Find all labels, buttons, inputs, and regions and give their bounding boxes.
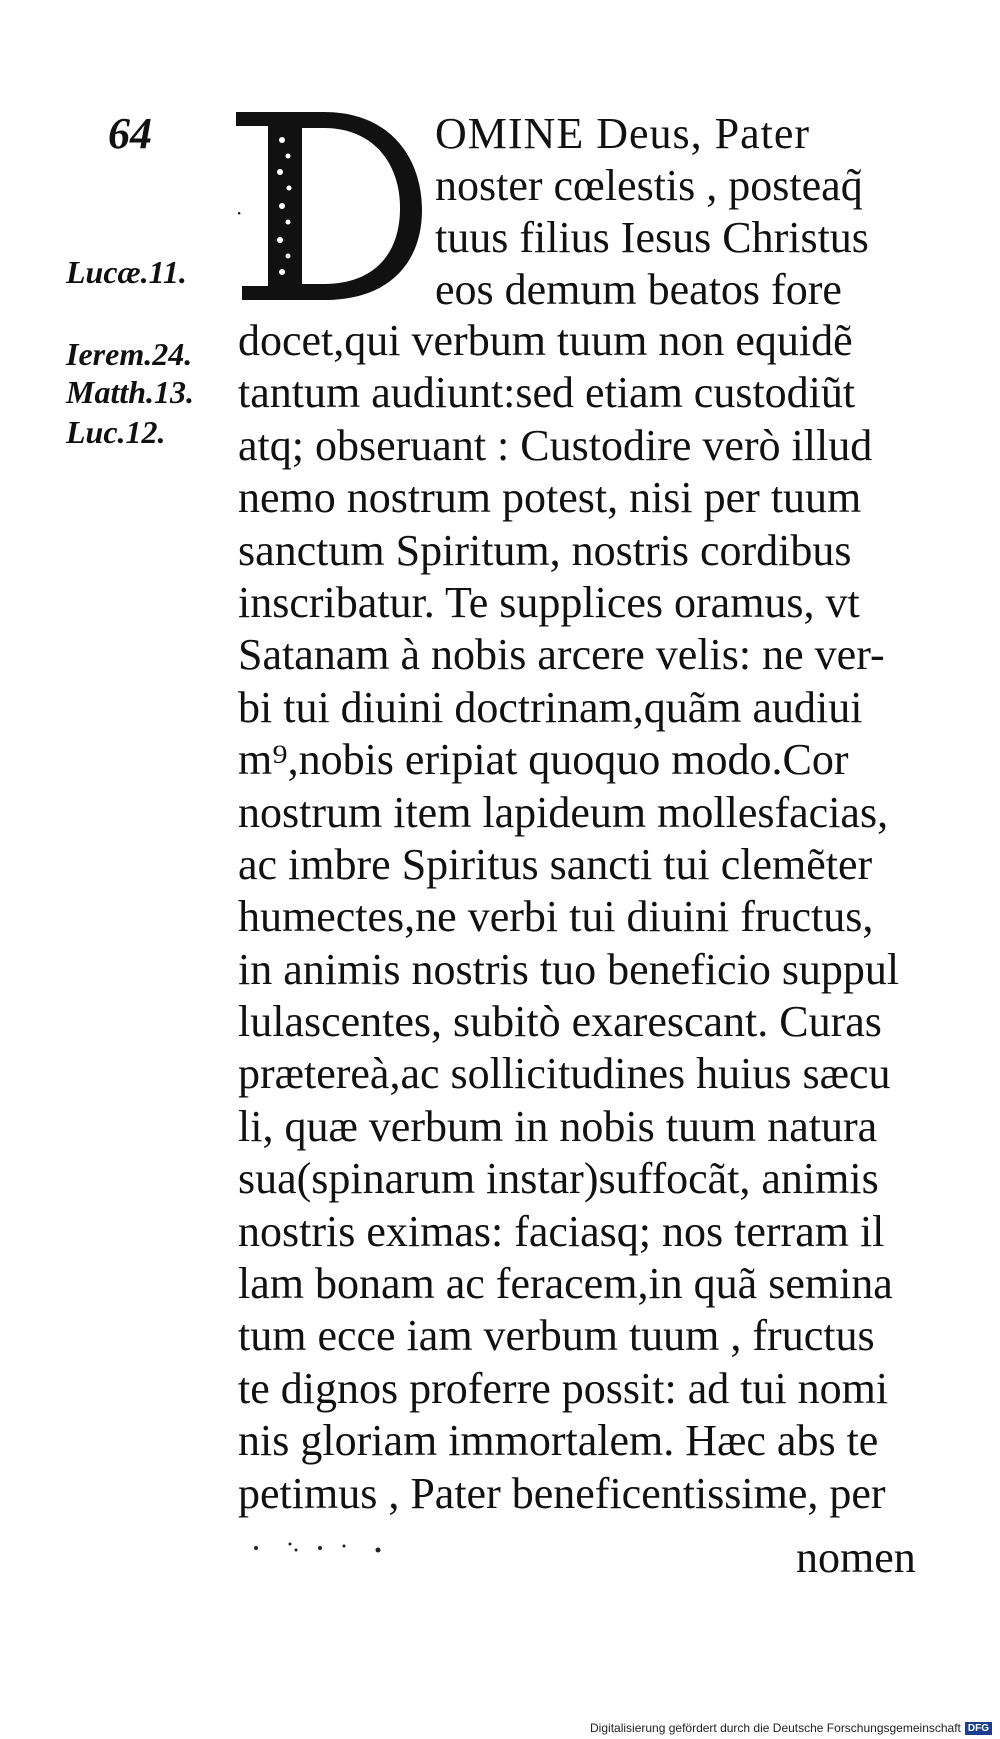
opening-lines	[435, 108, 930, 316]
text-line: m⁹,nobis eripiat quoquo modo.Cor	[238, 735, 849, 785]
margin-note-luke-11: Lucæ.11.	[66, 254, 187, 290]
text-line: docet,qui verbum tuum non equidẽ	[238, 316, 853, 365]
text-line: te dignos proferre possit: ad tui nomi	[238, 1363, 889, 1413]
text-line: nostrum item lapideum mollesfacias,	[238, 787, 889, 837]
text-line: inscribatur. Te supplices oramus, vt	[238, 577, 860, 627]
margin-note-luke-12: Luc.12.	[66, 414, 166, 450]
text-line: nemo nostrum potest, nisi per tuum	[238, 473, 862, 523]
text-line: lulascentes, subitò exarescant. Curas	[238, 997, 882, 1047]
text-line: Satanam à nobis arcere velis: ne ver-	[238, 630, 885, 680]
opening-line: tuus filius Iesus Christus	[435, 213, 869, 262]
initial-letter-graphic	[232, 110, 424, 302]
text-line: sua(spinarum instar)suffocãt, animis	[238, 1154, 879, 1204]
prayer-text	[238, 315, 938, 1520]
text-line: atq; obseruant : Custodire verò illud	[238, 420, 873, 470]
text-line: lam bonam ac feracem,in quã semina	[238, 1259, 893, 1309]
text-line: nostris eximas: faciasq; nos terram il	[238, 1206, 885, 1256]
digitization-footer	[590, 1721, 992, 1735]
text-line: li, quæ verbum in nobis tuum natura	[238, 1101, 878, 1151]
margin-note-jeremiah-24: Ierem.24.	[66, 336, 193, 372]
decorated-initial	[232, 110, 424, 302]
text-line: tantum audiunt:sed etiam custodiũt	[238, 368, 856, 418]
text-line: sanctum Spiritum, nostris cordibus	[238, 525, 852, 575]
text-line: in animis nostris tuo beneficio suppul	[238, 944, 900, 994]
text-line: petimus , Pater beneficentissime, per	[238, 1468, 886, 1518]
text-line: bi tui diuini doctrinam,quãm audiui	[238, 682, 863, 732]
catchword: nomen	[796, 1533, 916, 1582]
footer-text: Digitalisierung gefördert durch die Deutsche Forschungsgemeinschaft	[590, 1721, 961, 1735]
text-line: humectes,ne verbi tui diuini fructus,	[238, 892, 874, 942]
svg-text:·: ·	[236, 201, 243, 225]
text-line: prætereà,ac sollicitudines huius sæcu	[238, 1049, 891, 1099]
text-line: tum ecce iam verbum tuum , fructus	[238, 1311, 875, 1361]
opening-line: noster cœlestis , posteaq̃	[435, 161, 863, 210]
ink-specks	[250, 1538, 390, 1558]
opening-line: OMINE Deus, Pater	[435, 109, 811, 158]
dfg-logo: DFG	[965, 1722, 992, 1735]
margin-note-matthew-13: Matth.13.	[66, 374, 195, 410]
page-number: 64	[108, 109, 152, 158]
text-line: nis gloriam immortalem. Hæc abs te	[238, 1416, 879, 1466]
text-line: ac imbre Spiritus sancti tui clemẽter	[238, 839, 873, 889]
opening-line: eos demum beatos fore	[435, 265, 842, 314]
